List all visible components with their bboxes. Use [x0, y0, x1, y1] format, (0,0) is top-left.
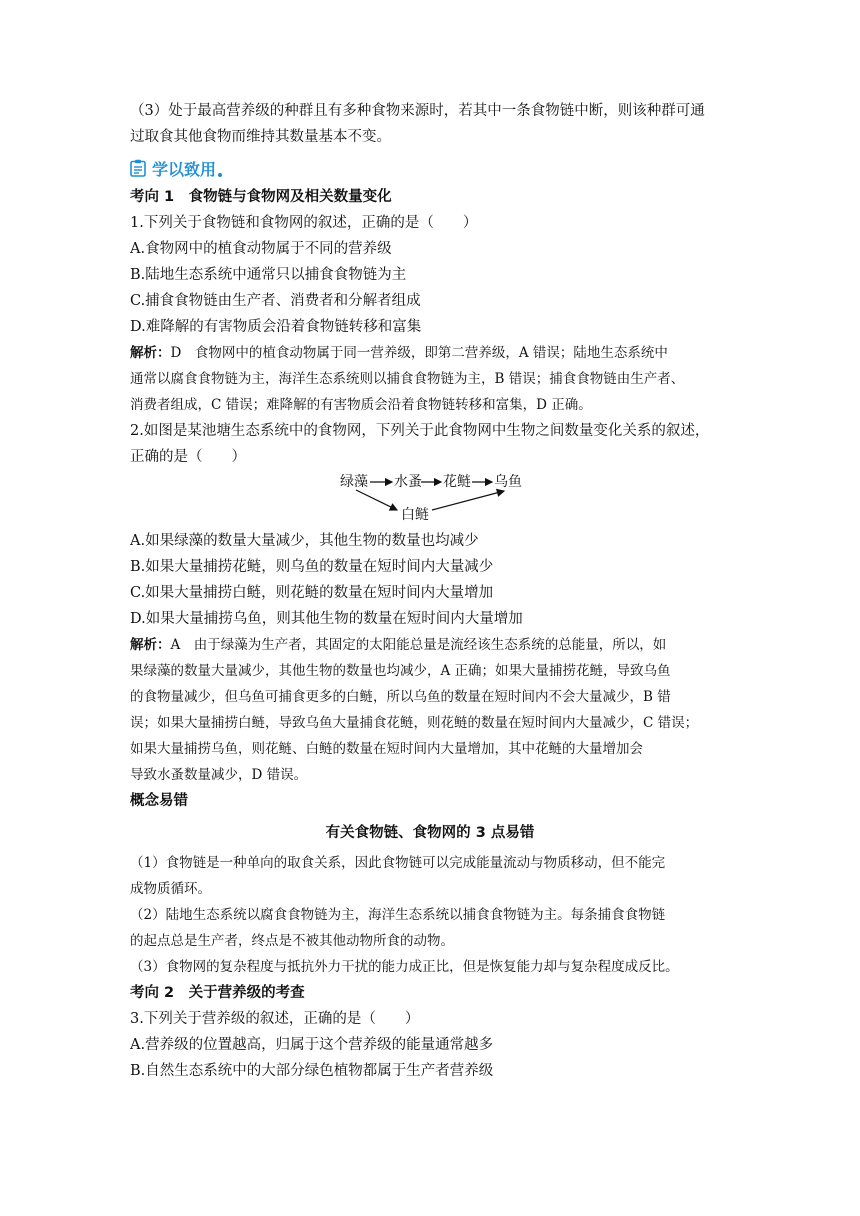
food-web-arrows [130, 470, 730, 528]
q1-jiexi-line-2: 通常以腐食食物链为主，海洋生态系统则以捕食食物链为主，B 错误；捕食食物链由生产者、 [130, 371, 685, 387]
section-title: 学以致用 [152, 159, 217, 179]
title-dot [218, 173, 222, 177]
q2-jiexi-line-5: 如果大量捕捞乌鱼，则花鲢、白鲢的数量在短时间内大量增加，其中花鲢的大量增加会 [130, 741, 643, 757]
intro-line-1: （3）处于最高营养级的种群且有多种食物来源时，若其中一条食物链中断，则该种群可通 [130, 103, 705, 119]
q1-jiexi-label: 解析： [130, 345, 171, 361]
q2-jiexi-line-1 [130, 632, 730, 658]
q2-option-a: A.如果绿藻的数量大量减少，其他生物的数量也均减少 [130, 533, 479, 549]
kaoxiang-2-title: 关于营养级的考查 [188, 985, 305, 1001]
kaoxiang-1-title: 食物链与食物网及相关数量变化 [188, 189, 392, 205]
q1-option-c: C.捕食食物链由生产者、消费者和分解者组成 [130, 293, 421, 309]
q1-jiexi-line-1 [130, 340, 730, 366]
q1-option-a: A.食物网中的植食动物属于不同的营养级 [130, 241, 392, 257]
gainian-title: 有关食物链、食物网的 3 点易错 [325, 825, 535, 841]
gainian-line-3: （2）陆地生态系统以腐食食物链为主，海洋生态系统以捕食食物链为主。每条捕食食物链 [130, 907, 666, 923]
kaoxiang-2-label: 考向 2 [130, 985, 175, 1001]
q2-jiexi-line-6: 导致水蚤数量减少，D 错误。 [130, 767, 308, 783]
node-bailian: 白鲢 [401, 507, 429, 523]
q2-jiexi-answer: A [170, 637, 181, 653]
gainian-line-5: （3）食物网的复杂程度与抵抗外力干扰的能力成正比，但是恢复能力却与复杂程度成反比。 [130, 959, 679, 975]
gainian-line-1: （1）食物链是一种单向的取食关系，因此食物链可以完成能量流动与物质移动，但不能完 [130, 855, 666, 871]
kaoxiang-1-heading [130, 184, 730, 210]
q2-jiexi-line-2: 果绿藻的数量大量减少，其他生物的数量也均减少，A 正确；如果大量捕捞花鲢，导致乌鱼 [130, 663, 671, 679]
gainian-line-4: 的起点总是生产者，终点是不被其他动物所食的动物。 [130, 933, 454, 949]
node-wuyu: 乌鱼 [494, 474, 522, 490]
food-web-diagram [130, 470, 730, 528]
q2-jiexi-label: 解析： [130, 637, 171, 653]
q1-jiexi-line-3: 消费者组成，C 错误；难降解的有害物质会沿着食物链转移和富集，D 正确。 [130, 397, 592, 413]
gainian-label: 概念易错 [130, 793, 188, 809]
q3-stem: 3.下列关于营养级的叙述，正确的是（ ） [130, 1011, 420, 1027]
intro-line-2: 过取食其他食物而维持其数量基本不变。 [130, 129, 391, 145]
q2-jiexi-line-3: 的食物量减少，但乌鱼可捕食更多的白鲢，所以乌鱼的数量在短时间内不会大量减少，B 错 [130, 689, 671, 705]
q2-stem-line-2: 正确的是（ ） [130, 449, 246, 465]
q1-stem: 1.下列关于食物链和食物网的叙述，正确的是（ ） [130, 215, 478, 231]
q3-option-b: B.自然生态系统中的大部分绿色植物都属于生产者营养级 [130, 1063, 494, 1079]
q2-jiexi-text-1: 由于绿藻为生产者，其固定的太阳能总量是流经该生态系统的总能量，所以，如 [193, 637, 667, 653]
q3-option-a: A.营养级的位置越高，归属于这个营养级的能量通常越多 [130, 1037, 494, 1053]
kaoxiang-1-label: 考向 1 [130, 189, 175, 205]
q1-option-d: D.难降解的有害物质会沿着食物链转移和富集 [130, 319, 422, 335]
q2-stem-line-1: 2.如图是某池塘生态系统中的食物网，下列关于此食物网中生物之间数量变化关系的叙述， [130, 423, 710, 439]
q1-option-b: B.陆地生态系统中通常只以捕食食物链为主 [130, 267, 407, 283]
gainian-line-2: 成物质循环。 [130, 881, 211, 897]
node-hualian: 花鲢 [443, 474, 471, 490]
arrow-bailian-wuyu [432, 491, 504, 510]
node-shuizao: 水蚤 [394, 474, 422, 490]
node-lvzao: 绿藻 [340, 474, 368, 490]
q2-option-d: D.如果大量捕捞乌鱼，则其他生物的数量在短时间内大量增加 [130, 611, 523, 627]
clipboard-icon [130, 159, 146, 177]
document-page [130, 98, 730, 1084]
q2-option-c: C.如果大量捕捞白鲢，则花鲢的数量在短时间内大量增加 [130, 585, 494, 601]
arrow-lvzao-bailian [356, 490, 397, 510]
kaoxiang-2-heading [130, 980, 730, 1006]
q2-option-b: B.如果大量捕捞花鲢，则乌鱼的数量在短时间内大量减少 [130, 559, 494, 575]
q2-jiexi-line-4: 误；如果大量捕捞白鲢，导致乌鱼大量捕食花鲢，则花鲢的数量在短时间内大量减少，C 错误； [130, 715, 699, 731]
q1-jiexi-text-1: 食物网中的植食动物属于同一营养级，即第二营养级，A 错误；陆地生态系统中 [194, 345, 668, 361]
q1-jiexi-answer: D [170, 345, 182, 361]
section-banner [130, 154, 730, 182]
